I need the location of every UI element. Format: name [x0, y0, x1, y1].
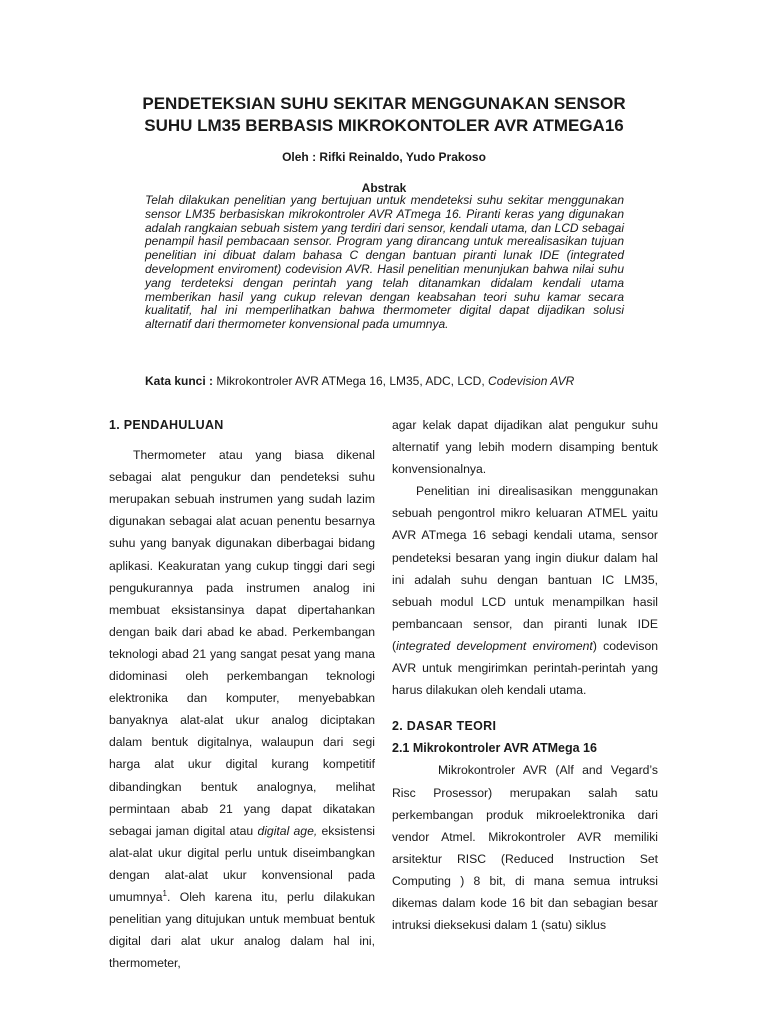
keywords-text: Mikrokontroler AVR ATMega 16, LM35, ADC, LCD,	[216, 374, 485, 388]
paper-title	[60, 93, 708, 137]
title-line-2: SUHU LM35 BERBASIS MIKROKONTOLER AVR ATMEGA16	[144, 116, 624, 135]
research-text-b: ) codevison AVR untuk mengirimkan perintah-perintah yang harus dilakukan oleh kendali utama.	[392, 638, 659, 698]
keywords-italic: Codevision AVR	[488, 374, 575, 388]
subsection-heading-avr: 2.1 Mikrokontroler AVR ATMega 16	[392, 741, 597, 756]
abstract-heading: Abstrak	[361, 181, 407, 195]
section-heading-introduction: 1. PENDAHULUAN	[109, 418, 224, 432]
intro-text-b: eksistensi alat-alat ukur digital perlu untuk diseimbangkan dengan alat-alat ukur konvensional pada umumnya	[109, 823, 376, 904]
section-heading-theory: 2. DASAR TEORI	[392, 719, 497, 734]
research-paragraph	[392, 480, 658, 701]
introduction-paragraph	[109, 444, 375, 974]
author-line: Oleh : Rifki Reinaldo, Yudo Prakoso	[282, 150, 486, 164]
footnote-marker: 1	[162, 888, 167, 898]
intro-text-c: . Oleh karena itu, perlu dilakukan penelitian yang ditujukan untuk membuat bentuk digital dari alat ukur analog dalam hal ini, thermometer,	[109, 889, 375, 971]
keywords	[145, 374, 685, 388]
right-column	[392, 414, 658, 936]
keywords-label: Kata kunci :	[145, 374, 214, 388]
research-italic: integrated development enviroment	[396, 638, 593, 653]
intro-italic: digital age,	[257, 823, 318, 838]
title-line-1: PENDETEKSIAN SUHU SEKITAR MENGGUNAKAN SENSOR	[142, 94, 626, 113]
avr-paragraph: Mikrokontroler AVR (Alf and Vegard’s Risc Prosessor) merupakan salah satu perkembangan produk mikroelektronika dari vendor Atmel. Mikrokontroler AVR memiliki arsitektur RISC (Reduced Instruction Set Computing ) 8 bit, di mana semua intruksi dikemas dalam kode 16 bit dan sebagian besar intruksi dieksekusi dalam 1 (satu) siklus	[392, 763, 658, 933]
intro-text-a: Thermometer atau yang biasa dikenal sebagai alat pengukur dan pendeteksi suhu merupakan sebuah instrumen yang sudah lazim digunakan sebagai alat acuan penentu besarnya suhu yang banyak digunakan diberbagai bidang aplikasi. Keakuratan yang cukup tinggi dari segi pengukurannya pada instrumen analog ini membuat eksistansinya dapat dipertahankan dengan baik dari abad ke abad. Perkembangan teknologi abad 21 yang sangat pesat yang mana didominasi oleh perkembangan teknologi elektronika dan komputer, menyebabkan banyaknya alat-alat ukur analog diciptakan dalam bentuk digitalnya, walaupun dari segi harga alat ukur digital kurang kompetitif dibandingkan bentuk analognya, melihat permintaan abab 21 yang dapat dikatakan sebagai jaman digital atau	[109, 448, 375, 838]
continuation-paragraph: agar kelak dapat dijadikan alat pengukur suhu alternatif yang lebih modern disamping bentuk konvensionalnya.	[392, 418, 658, 477]
left-column	[109, 414, 375, 974]
abstract-text: Telah dilakukan penelitian yang bertujuan untuk mendeteksi suhu sekitar menggunakan sensor LM35 berbasiskan mikrokontroler AVR ATmega 16. Piranti keras yang digunakan adalah rangkaian sebuah sistem yang terdiri dari sensor, kendali utama, dan LCD sebagai penampil hasil pembacaan sensor. Program yang dirancang untuk merealisasikan tujuan penelitian ini dibuat dalam bahasa C dengan bantuan piranti lunak IDE (integrated development enviroment) codevision AVR. Hasil penelitian menunjukan bahwa nilai suhu yang terdeteksi dengan perintah yang telah ditanamkan didalam kendali utama memberikan hasil yang cukup relevan dengan keabsahan teori suhu kamar secara kualitatif, hal ini memperlihatkan bahwa thermometer digital dapat dijadikan solusi alternatif dari thermometer konvensional pada umumnya.	[145, 193, 624, 332]
research-text-a: Penelitian ini direalisasikan menggunakan sebuah pengontrol mikro keluaran ATMEL yaitu AVR ATmega 16 sebagi kendali utama, sensor pendeteksi besaran yang ingin diukur dalam hal ini adalah suhu dengan bantuan IC LM35, sebuah modul LCD untuk menampilkan hasil pembancaan sensor, dan piranti lunak IDE (	[392, 484, 658, 653]
